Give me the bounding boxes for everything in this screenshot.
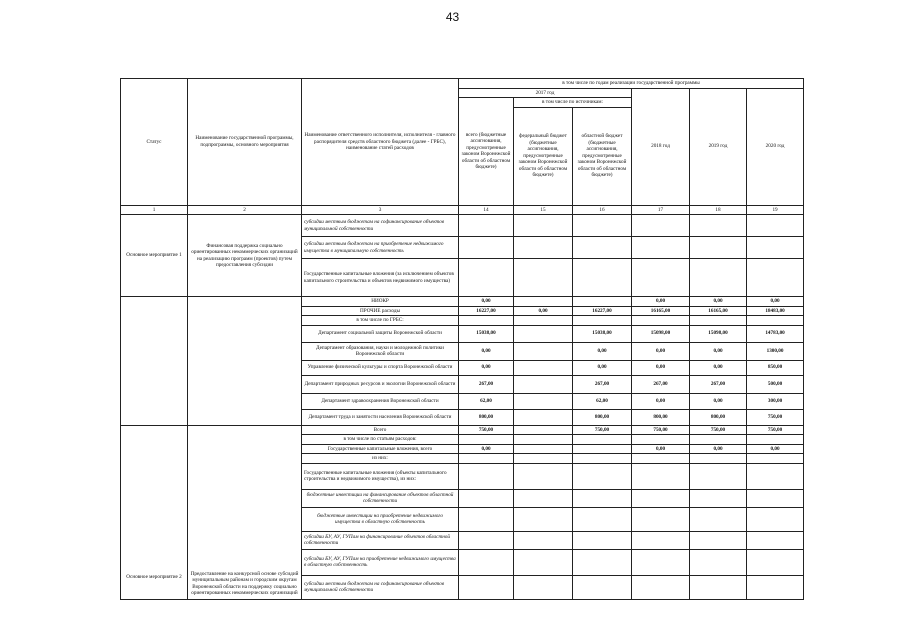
cell-2018 [632,435,690,445]
cell-federal-2017 [514,393,573,409]
row-label: Государственные капитальные вложения (за исключением объектов капитального строительства и объектов недвижимого имущества) [302,259,459,297]
page-number: 43 [445,10,460,24]
cell-2018: 0,00 [632,297,690,307]
cell-total-2017: 15038,00 [459,325,514,342]
cell-2020 [747,489,804,507]
col-number: 3 [302,205,459,215]
cell-2019 [690,454,747,464]
cell-regional-2017: 800,00 [573,409,632,425]
cell-2019: 800,00 [690,409,747,425]
row-label: субсидии местным бюджетам на софинансирование объектов муниципальной собственности [302,575,459,599]
cell-2018: 16165,00 [632,306,690,316]
cell-total-2017: 800,00 [459,409,514,425]
header-status: Статус [121,79,188,206]
cell-total-2017: 0,00 [459,342,514,360]
cell-regional-2017 [573,463,632,489]
cell-federal-2017 [514,325,573,342]
cell-2019: 15098,00 [690,325,747,342]
cell-2020: 500,00 [747,375,804,393]
cell-federal-2017 [514,316,573,326]
cell-2018 [632,454,690,464]
cell-2018 [632,215,690,237]
cell-2018: 15098,00 [632,325,690,342]
cell-federal-2017 [514,489,573,507]
cell-federal-2017 [514,435,573,445]
col-number: 17 [632,205,690,215]
cell-2018: 800,00 [632,409,690,425]
measure1-status-cont [121,297,188,426]
cell-2018: 0,00 [632,360,690,375]
cell-2019: 0,00 [690,393,747,409]
cell-federal-2017 [514,342,573,360]
col-number: 14 [459,205,514,215]
cell-2019 [690,215,747,237]
col-number: 2 [188,205,302,215]
cell-2018 [632,259,690,297]
row-label: ПРОЧИЕ расходы [302,306,459,316]
cell-2019 [690,575,747,599]
cell-regional-2017 [573,316,632,326]
row-label: Управление физической культуры и спорта Воронежской области [302,360,459,375]
cell-federal-2017 [514,215,573,237]
cell-total-2017: 750,00 [459,425,514,435]
cell-2020: 1300,00 [747,342,804,360]
row-label: субсидии БУ, АУ, ГУПам на финансирование объектов областной собственности [302,531,459,549]
row-label: субсидии местным бюджетам на софинансирование объектов муниципальной собственности [302,215,459,237]
cell-total-2017 [459,237,514,259]
cell-2018 [632,549,690,575]
row-label: бюджетные инвестиции на финансирование объектов областной собственности [302,489,459,507]
cell-2018: 750,00 [632,425,690,435]
cell-2019 [690,507,747,531]
cell-total-2017 [459,507,514,531]
cell-regional-2017 [573,575,632,599]
row-label: Департамент труда и занятости населения Воронежской области [302,409,459,425]
cell-regional-2017: 0,00 [573,342,632,360]
cell-federal-2017 [514,360,573,375]
cell-2020 [747,454,804,464]
cell-2020: 18483,00 [747,306,804,316]
budget-table [120,78,804,600]
row-label: Департамент природных ресурсов и экологии Воронежской области [302,375,459,393]
cell-2019: 0,00 [690,360,747,375]
header-year-2017: 2017 год [459,88,632,98]
cell-federal-2017 [514,454,573,464]
measure1-name-cont [188,297,302,426]
cell-total-2017 [459,215,514,237]
cell-total-2017: 62,00 [459,393,514,409]
cell-2020 [747,549,804,575]
cell-2020 [747,463,804,489]
cell-2020 [747,237,804,259]
cell-federal-2017 [514,425,573,435]
cell-regional-2017: 267,00 [573,375,632,393]
cell-federal-2017 [514,531,573,549]
cell-2018 [632,531,690,549]
cell-federal-2017 [514,463,573,489]
cell-regional-2017 [573,237,632,259]
col-number: 19 [747,205,804,215]
cell-2019 [690,489,747,507]
cell-2020: 300,00 [747,393,804,409]
cell-regional-2017 [573,507,632,531]
cell-total-2017 [459,531,514,549]
cell-regional-2017 [573,259,632,297]
cell-total-2017 [459,575,514,599]
cell-total-2017: 0,00 [459,360,514,375]
col-number: 1 [121,205,188,215]
cell-2020 [747,316,804,326]
cell-regional-2017 [573,489,632,507]
cell-total-2017 [459,463,514,489]
row-label: субсидии местным бюджетам на приобретение недвижимого имущества в муниципальную собственность [302,237,459,259]
cell-2020: 0,00 [747,444,804,454]
cell-2020 [747,435,804,445]
measure2-name: Предоставление на конкурсной основе субсидий муниципальным районам и городским округам Воронежской области на поддержку социально ориентированных некоммерческих организаций [188,425,302,599]
header-years-title: в том числе по годам реализации государственной программы [459,79,804,89]
cell-regional-2017 [573,297,632,307]
cell-2020 [747,259,804,297]
cell-2020 [747,531,804,549]
cell-2018: 0,00 [632,444,690,454]
cell-2020: 750,00 [747,425,804,435]
cell-federal-2017 [514,409,573,425]
cell-regional-2017: 750,00 [573,425,632,435]
row-label: Государственные капитальные вложения, всего [302,444,459,454]
header-2019: 2019 год [690,88,747,205]
cell-2018: 0,00 [632,393,690,409]
cell-2019: 750,00 [690,425,747,435]
cell-2020: 750,00 [747,409,804,425]
cell-2019 [690,435,747,445]
cell-2019 [690,237,747,259]
cell-regional-2017 [573,549,632,575]
cell-regional-2017 [573,531,632,549]
cell-federal-2017 [514,575,573,599]
header-2020: 2020 год [747,88,804,205]
cell-2019 [690,531,747,549]
row-label: бюджетные инвестиции на приобретение недвижимого имущества в областную собственность [302,507,459,531]
row-label: в том числе по ГРБС: [302,316,459,326]
cell-total-2017 [459,259,514,297]
cell-total-2017: 0,00 [459,444,514,454]
cell-total-2017 [459,549,514,575]
measure1-name: Финансовая поддержка социально ориентированных некоммерческих организаций на реализацию программ (проектов) путем предоставления субсидии [188,215,302,297]
col-number: 16 [573,205,632,215]
cell-2018 [632,463,690,489]
cell-2019: 0,00 [690,297,747,307]
row-label: из них: [302,454,459,464]
measure1-status: Основное мероприятие 1 [121,215,188,297]
cell-2020 [747,575,804,599]
cell-federal-2017 [514,444,573,454]
cell-regional-2017: 62,00 [573,393,632,409]
cell-regional-2017: 0,00 [573,360,632,375]
cell-2020: 850,00 [747,360,804,375]
cell-total-2017 [459,489,514,507]
cell-2019: 0,00 [690,444,747,454]
row-label: в том числе по статьям расходов: [302,435,459,445]
header-total-2017: всего (бюджетные ассигнования, предусмотренные законом Воронежской области об областном бюджете) [459,98,514,206]
cell-regional-2017 [573,454,632,464]
cell-federal-2017 [514,375,573,393]
cell-total-2017: 0,00 [459,297,514,307]
cell-2018 [632,489,690,507]
cell-2018: 267,00 [632,375,690,393]
col-number: 18 [690,205,747,215]
cell-federal-2017 [514,259,573,297]
cell-2018 [632,575,690,599]
row-label: субсидии БУ, АУ, ГУПам на приобретение недвижимого имущества в областную собственность [302,549,459,575]
row-label: Департамент здравоохранения Воронежской области [302,393,459,409]
row-label: Департамент социальной защиты Воронежской области [302,325,459,342]
cell-2020 [747,215,804,237]
row-label: Департамент образования, науки и молодежной политики Воронежской области [302,342,459,360]
cell-regional-2017: 15038,00 [573,325,632,342]
cell-2019 [690,463,747,489]
cell-total-2017: 16227,00 [459,306,514,316]
cell-total-2017 [459,316,514,326]
cell-total-2017: 267,00 [459,375,514,393]
cell-2019 [690,259,747,297]
cell-total-2017 [459,454,514,464]
cell-2020: 0,00 [747,297,804,307]
cell-regional-2017 [573,215,632,237]
header-federal-2017: федеральный бюджет (бюджетные ассигнования, предусмотренные законом Воронежской области об областном бюджете) [514,107,573,205]
cell-2019 [690,549,747,575]
row-label: Государственные капитальные вложения (объекты капитального строительства и недвижимого имущества), из них: [302,463,459,489]
cell-federal-2017 [514,297,573,307]
cell-2018: 0,00 [632,342,690,360]
cell-2018 [632,316,690,326]
col-number: 15 [514,205,573,215]
row-label: Всего [302,425,459,435]
cell-2019 [690,316,747,326]
cell-2019: 267,00 [690,375,747,393]
header-program-name: Наименование государственной программы, подпрограммы, основного мероприятия [188,79,302,206]
header-2018: 2018 год [632,88,690,205]
header-regional-2017: областной бюджет (бюджетные ассигнования, предусмотренные законом Воронежской области об областном бюджете) [573,107,632,205]
cell-2019: 16165,00 [690,306,747,316]
measure2-status: Основное мероприятие 2 [121,425,188,599]
header-executor: Наименование ответственного исполнителя, исполнителя - главного распорядителя средств областного бюджета (далее - ГРБС), наименование статей расходов [302,79,459,206]
cell-2020: 14783,00 [747,325,804,342]
cell-regional-2017 [573,435,632,445]
cell-regional-2017: 16227,00 [573,306,632,316]
cell-2020 [747,507,804,531]
cell-2018 [632,237,690,259]
cell-2019: 0,00 [690,342,747,360]
header-incl-by-source: в том числе по источникам: [514,98,632,108]
cell-regional-2017 [573,444,632,454]
cell-federal-2017 [514,549,573,575]
cell-federal-2017 [514,237,573,259]
cell-total-2017 [459,435,514,445]
cell-federal-2017: 0,00 [514,306,573,316]
cell-2018 [632,507,690,531]
row-label: НИОКР [302,297,459,307]
cell-federal-2017 [514,507,573,531]
